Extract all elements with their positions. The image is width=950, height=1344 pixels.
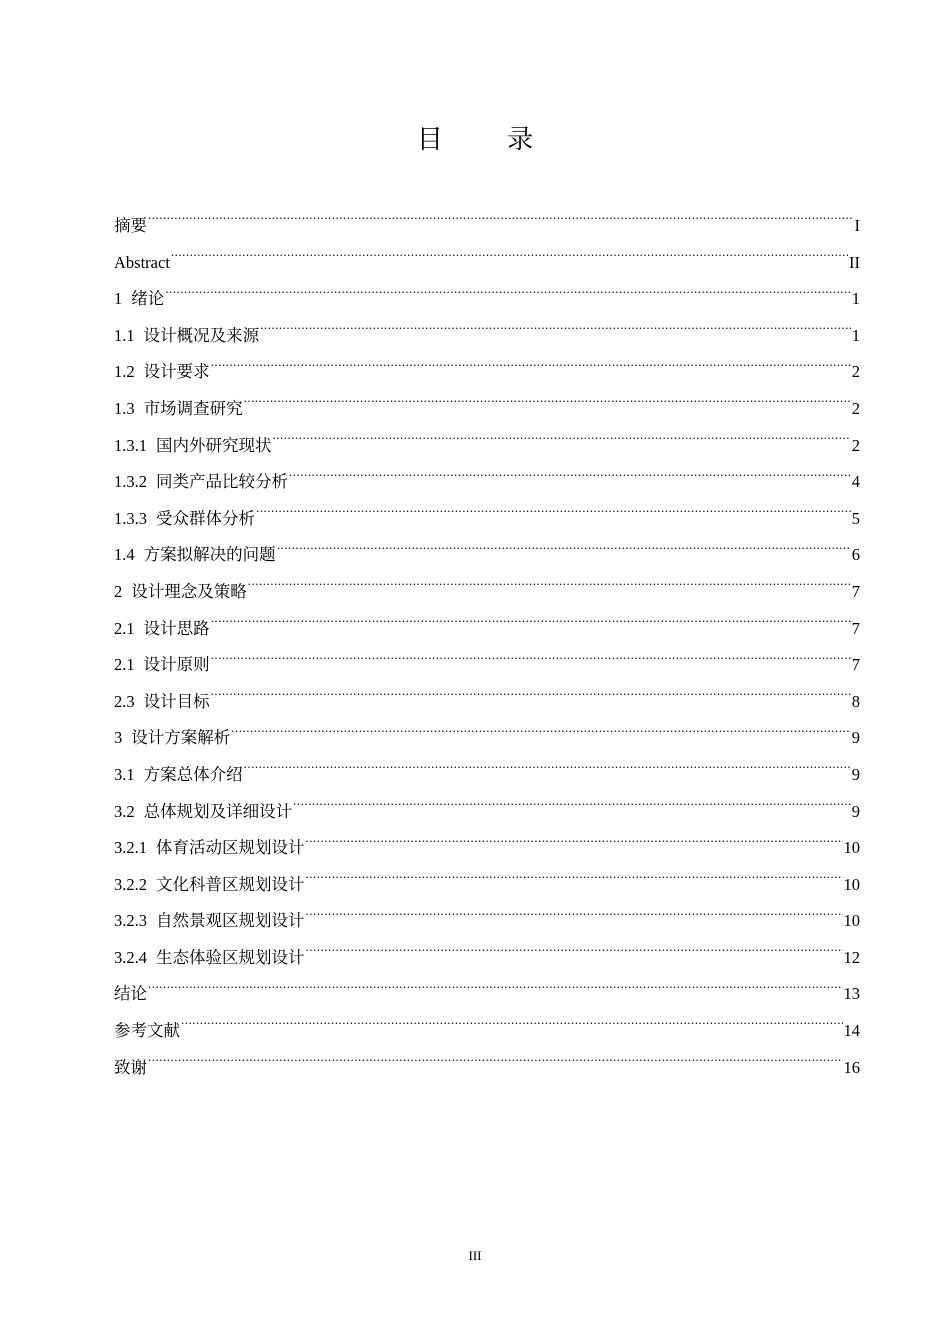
- toc-dot-leader: [211, 361, 851, 378]
- toc-entry-text: 设计思路: [143, 618, 210, 638]
- toc-entry-page: 10: [843, 838, 860, 858]
- toc-entry-page: 9: [851, 801, 860, 821]
- toc-entry-text: 摘要: [114, 216, 147, 235]
- toc-dot-leader: [306, 873, 843, 890]
- toc-entry[interactable]: [114, 537, 860, 574]
- toc-entry[interactable]: [114, 684, 860, 721]
- toc-entry-number: 3: [114, 728, 123, 748]
- toc-entry-label: [114, 354, 210, 391]
- toc-entry-text: Abstract: [114, 252, 170, 272]
- toc-entry-number: 1.3.2: [114, 472, 147, 492]
- toc-entry-label: [114, 903, 305, 940]
- toc-entry[interactable]: [114, 830, 860, 867]
- toc-entry-number: 3.2.1: [114, 838, 147, 858]
- toc-entry[interactable]: [114, 318, 860, 355]
- toc-dot-leader: [260, 324, 851, 341]
- toc-dot-leader: [244, 397, 851, 414]
- toc-entry-label: [114, 1050, 147, 1087]
- toc-entry-page: 4: [851, 472, 860, 492]
- toc-entry-text: 方案拟解决的问题: [143, 545, 276, 565]
- toc-entry[interactable]: [114, 281, 860, 318]
- toc-entry[interactable]: [114, 1013, 860, 1050]
- toc-entry-text: 结论: [114, 984, 147, 1004]
- toc-entry-label: [114, 684, 210, 721]
- toc-entry-number: 1.3: [114, 398, 135, 418]
- toc-entry-text: 方案总体介绍: [143, 764, 243, 784]
- toc-entry-page: 10: [843, 911, 860, 931]
- toc-entry-label: [114, 281, 164, 318]
- toc-entry-text: 设计方案解析: [131, 728, 231, 748]
- toc-entry-label: [114, 574, 247, 611]
- toc-entry[interactable]: [114, 501, 860, 538]
- toc-entry-text: 总体规划及详细设计: [143, 801, 293, 821]
- toc-entry-page: 2: [851, 398, 860, 418]
- toc-entry-page: 7: [851, 655, 860, 675]
- toc-entry-label: [114, 537, 276, 574]
- toc-dot-leader: [148, 1056, 843, 1073]
- toc-entry-label: [114, 611, 210, 648]
- toc-entry-label: [114, 464, 288, 501]
- toc-entry-number: 2.3: [114, 691, 135, 711]
- toc-entry-label: [114, 830, 305, 867]
- toc-entry[interactable]: [114, 208, 860, 245]
- toc-entry-label: [114, 794, 292, 831]
- toc-entry-text: 参考文献: [114, 1021, 180, 1041]
- toc-entry-page: 1: [851, 325, 860, 345]
- toc-entry-label: [114, 391, 243, 428]
- toc-entry-text: 受众群体分析: [156, 508, 255, 528]
- toc-entry-number: 3.2.3: [114, 911, 147, 931]
- toc-entry-page: 16: [843, 1057, 860, 1077]
- toc-entry-page: 12: [843, 947, 860, 967]
- toc-dot-leader: [181, 1020, 843, 1037]
- toc-dot-leader: [244, 763, 851, 780]
- toc-dot-leader: [165, 288, 851, 305]
- toc-entry-number: 2: [114, 581, 123, 601]
- toc-list: [114, 208, 860, 1086]
- toc-title: 目 录: [416, 125, 562, 155]
- toc-entry-label: [114, 757, 243, 794]
- toc-entry-label: [114, 318, 259, 355]
- toc-dot-leader: [306, 837, 843, 854]
- toc-entry-number: 1.4: [114, 545, 135, 565]
- toc-entry-number: 1.1: [114, 325, 135, 345]
- toc-entry[interactable]: [114, 245, 860, 282]
- toc-entry-page: 9: [851, 728, 860, 748]
- toc-entry-number: 2.1: [114, 655, 135, 675]
- toc-entry-page: 13: [843, 984, 860, 1004]
- toc-entry-number: 1.2: [114, 362, 135, 382]
- toc-dot-leader: [148, 983, 843, 1000]
- toc-dot-leader: [289, 471, 851, 488]
- toc-entry-page: 2: [851, 435, 860, 455]
- toc-entry-text: 生态体验区规划设计: [156, 947, 305, 967]
- toc-dot-leader: [211, 654, 851, 671]
- toc-entry-text: 设计概况及来源: [143, 325, 260, 345]
- toc-dot-leader: [148, 215, 854, 232]
- toc-entry[interactable]: [114, 940, 860, 977]
- toc-entry-page: 7: [851, 581, 860, 601]
- toc-entry[interactable]: [114, 611, 860, 648]
- toc-entry-text: 致谢: [114, 1057, 147, 1077]
- toc-entry-page: 14: [843, 1021, 860, 1041]
- toc-entry-page: II: [849, 252, 860, 272]
- toc-entry-text: 体育活动区规划设计: [156, 838, 305, 858]
- toc-entry-number: 1: [114, 289, 123, 309]
- toc-entry-text: 文化科普区规划设计: [156, 874, 305, 894]
- toc-entry-number: 1.3.3: [114, 508, 147, 528]
- toc-dot-leader: [273, 434, 851, 451]
- toc-entry-label: [114, 976, 147, 1013]
- toc-entry-page: 5: [851, 508, 860, 528]
- toc-entry-page: I: [854, 216, 860, 235]
- toc-entry-text: 设计要求: [143, 362, 210, 382]
- toc-entry[interactable]: [114, 647, 860, 684]
- toc-entry-page: 6: [851, 545, 860, 565]
- toc-dot-leader: [171, 251, 848, 268]
- toc-entry[interactable]: [114, 391, 860, 428]
- toc-entry[interactable]: [114, 1050, 860, 1087]
- toc-dot-leader: [211, 690, 851, 707]
- toc-entry-page: 8: [851, 691, 860, 711]
- toc-entry-text: 绪论: [131, 289, 165, 309]
- toc-dot-leader: [211, 617, 851, 634]
- toc-entry-label: [114, 501, 255, 538]
- toc-dot-leader: [248, 580, 851, 597]
- toc-dot-leader: [306, 946, 843, 963]
- toc-entry-number: 3.2.2: [114, 874, 147, 894]
- toc-entry-label: [114, 1013, 180, 1050]
- toc-entry-text: 设计原则: [143, 655, 210, 675]
- toc-entry-page: 9: [851, 764, 860, 784]
- toc-entry-label: [114, 428, 272, 465]
- toc-entry-text: 设计理念及策略: [131, 581, 247, 601]
- toc-entry-page: 7: [851, 618, 860, 638]
- toc-entry-text: 同类产品比较分析: [156, 472, 288, 492]
- toc-entry-number: 3.2: [114, 801, 135, 821]
- toc-dot-leader: [231, 727, 851, 744]
- toc-dot-leader: [293, 800, 851, 817]
- toc-dot-leader: [277, 544, 851, 561]
- toc-entry[interactable]: [114, 428, 860, 465]
- toc-entry-label: [114, 940, 305, 977]
- toc-entry-page: 10: [843, 874, 860, 894]
- toc-entry-page: 1: [851, 289, 860, 309]
- toc-entry-number: 1.3.1: [114, 435, 147, 455]
- footer-page-number: III: [468, 1248, 482, 1263]
- toc-entry[interactable]: [114, 720, 860, 757]
- toc-entry-label: [114, 720, 230, 757]
- toc-entry-number: 3.1: [114, 764, 135, 784]
- toc-entry[interactable]: [114, 903, 860, 940]
- toc-entry-text: 国内外研究现状: [156, 435, 272, 455]
- toc-dot-leader: [256, 507, 851, 524]
- toc-entry[interactable]: [114, 757, 860, 794]
- toc-entry-text: 市场调查研究: [143, 398, 243, 418]
- toc-entry[interactable]: [114, 976, 860, 1013]
- toc-entry-text: 自然景观区规划设计: [156, 911, 305, 931]
- toc-entry[interactable]: [114, 867, 860, 904]
- toc-entry-page: 2: [851, 362, 860, 382]
- toc-entry[interactable]: [114, 464, 860, 501]
- toc-entry-label: [114, 245, 170, 282]
- toc-entry[interactable]: [114, 354, 860, 391]
- toc-entry[interactable]: [114, 574, 860, 611]
- toc-entry-number: 2.1: [114, 618, 135, 638]
- toc-entry-number: 3.2.4: [114, 947, 147, 967]
- toc-entry[interactable]: [114, 794, 860, 831]
- toc-entry-label: [114, 867, 305, 904]
- toc-entry-label: [114, 208, 147, 245]
- toc-entry-text: 设计目标: [143, 691, 210, 711]
- toc-dot-leader: [306, 910, 843, 927]
- toc-entry-label: [114, 647, 210, 684]
